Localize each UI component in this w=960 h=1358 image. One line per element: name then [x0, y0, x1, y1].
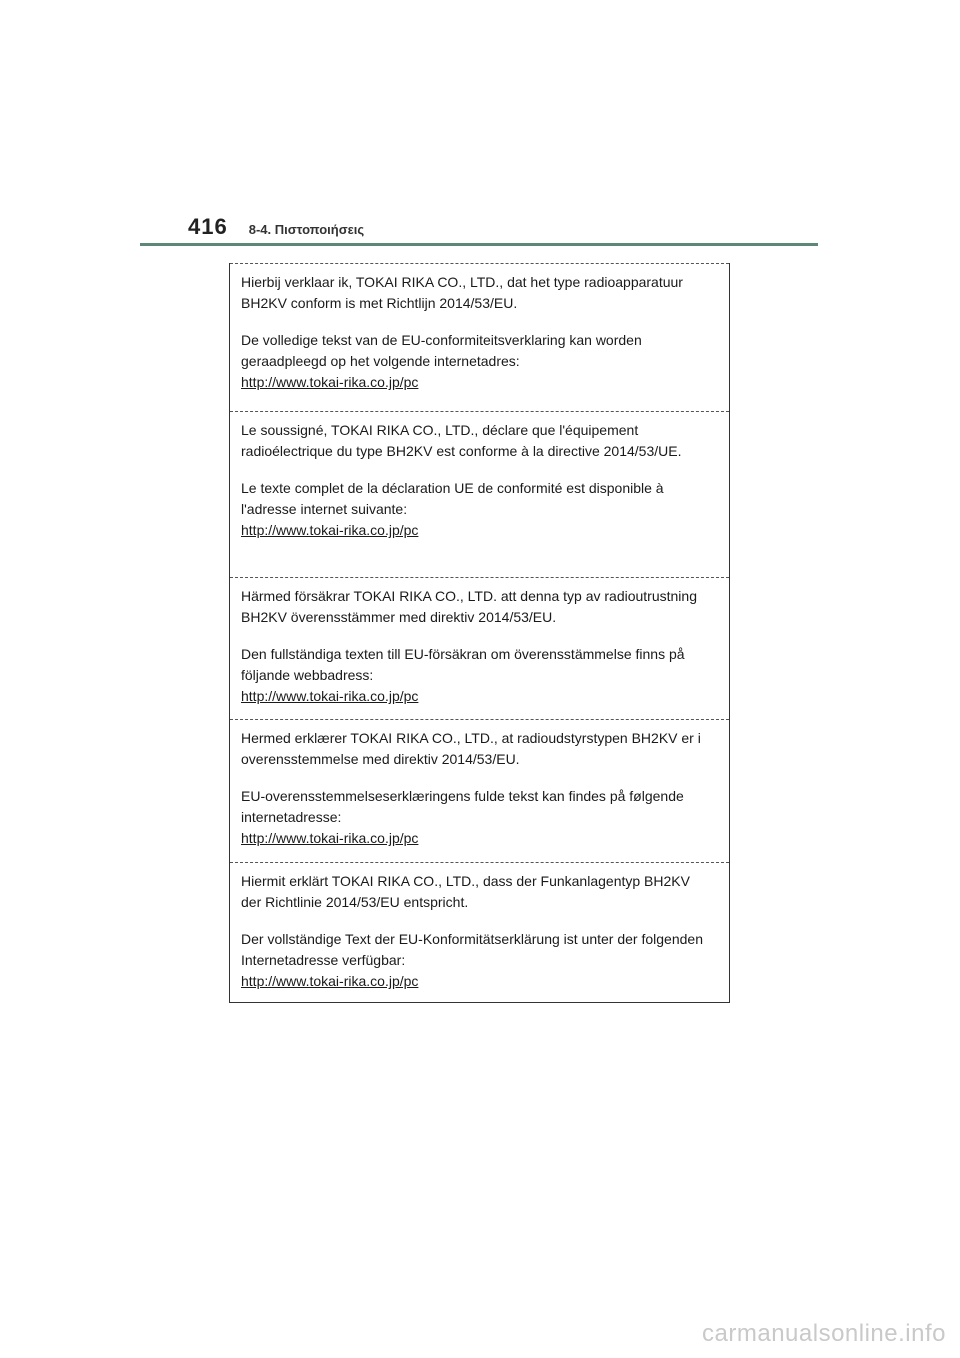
declaration-statement: Hierbij verklaar ik, TOKAI RIKA CO., LTD., dat het type radioapparatuur BH2KV conform is met Richtlijn 2014/53/EU. [241, 274, 683, 311]
declaration-availability: Der vollständige Text der EU-Konformitätserklärung ist unter der folgenden Internetadresse verfügbar: [241, 931, 703, 968]
declaration-url-link[interactable]: http://www.tokai-rika.co.jp/pc [241, 374, 419, 390]
header-divider [140, 243, 818, 246]
declaration-url-link[interactable]: http://www.tokai-rika.co.jp/pc [241, 973, 419, 989]
declarations-box [229, 263, 730, 1003]
page-number: 416 [188, 214, 228, 239]
declaration-dutch [230, 263, 729, 411]
declaration-availability: EU-overensstemmelseserklæringens fulde tekst kan findes på følgende internetadresse: [241, 788, 684, 825]
declaration-swedish [230, 577, 729, 719]
declaration-danish [230, 719, 729, 862]
page-header [188, 214, 364, 244]
section-title: 8-4. Πιστοποιήσεις [248, 222, 365, 237]
declaration-availability: De volledige tekst van de EU-conformiteitsverklaring kan worden geraadpleegd op het volgende internetadres: [241, 332, 642, 369]
declaration-url-link[interactable]: http://www.tokai-rika.co.jp/pc [241, 830, 419, 846]
declaration-statement: Hermed erklærer TOKAI RIKA CO., LTD., at radioudstyrstypen BH2KV er i overensstemmelse med direktiv 2014/53/EU. [241, 730, 701, 767]
declaration-statement: Hiermit erklärt TOKAI RIKA CO., LTD., dass der Funkanlagentyp BH2KV der Richtlinie 2014/53/EU entspricht. [241, 873, 690, 910]
declaration-url-link[interactable]: http://www.tokai-rika.co.jp/pc [241, 688, 419, 704]
declaration-url-link[interactable]: http://www.tokai-rika.co.jp/pc [241, 522, 419, 538]
declaration-availability: Den fullständiga texten till EU-försäkran om överensstämmelse finns på följande webbadress: [241, 646, 685, 683]
declaration-statement: Le soussigné, TOKAI RIKA CO., LTD., déclare que l'équipement radioélectrique du type BH2KV est conforme à la directive 2014/53/UE. [241, 422, 682, 459]
declaration-german [230, 862, 729, 1002]
declaration-availability: Le texte complet de la déclaration UE de conformité est disponible à l'adresse internet suivante: [241, 480, 664, 517]
declaration-statement: Härmed försäkrar TOKAI RIKA CO., LTD. att denna typ av radioutrustning BH2KV överensstämmer med direktiv 2014/53/EU. [241, 588, 697, 625]
declaration-french [230, 411, 729, 577]
watermark: carmanualsonline.info [702, 1320, 946, 1347]
